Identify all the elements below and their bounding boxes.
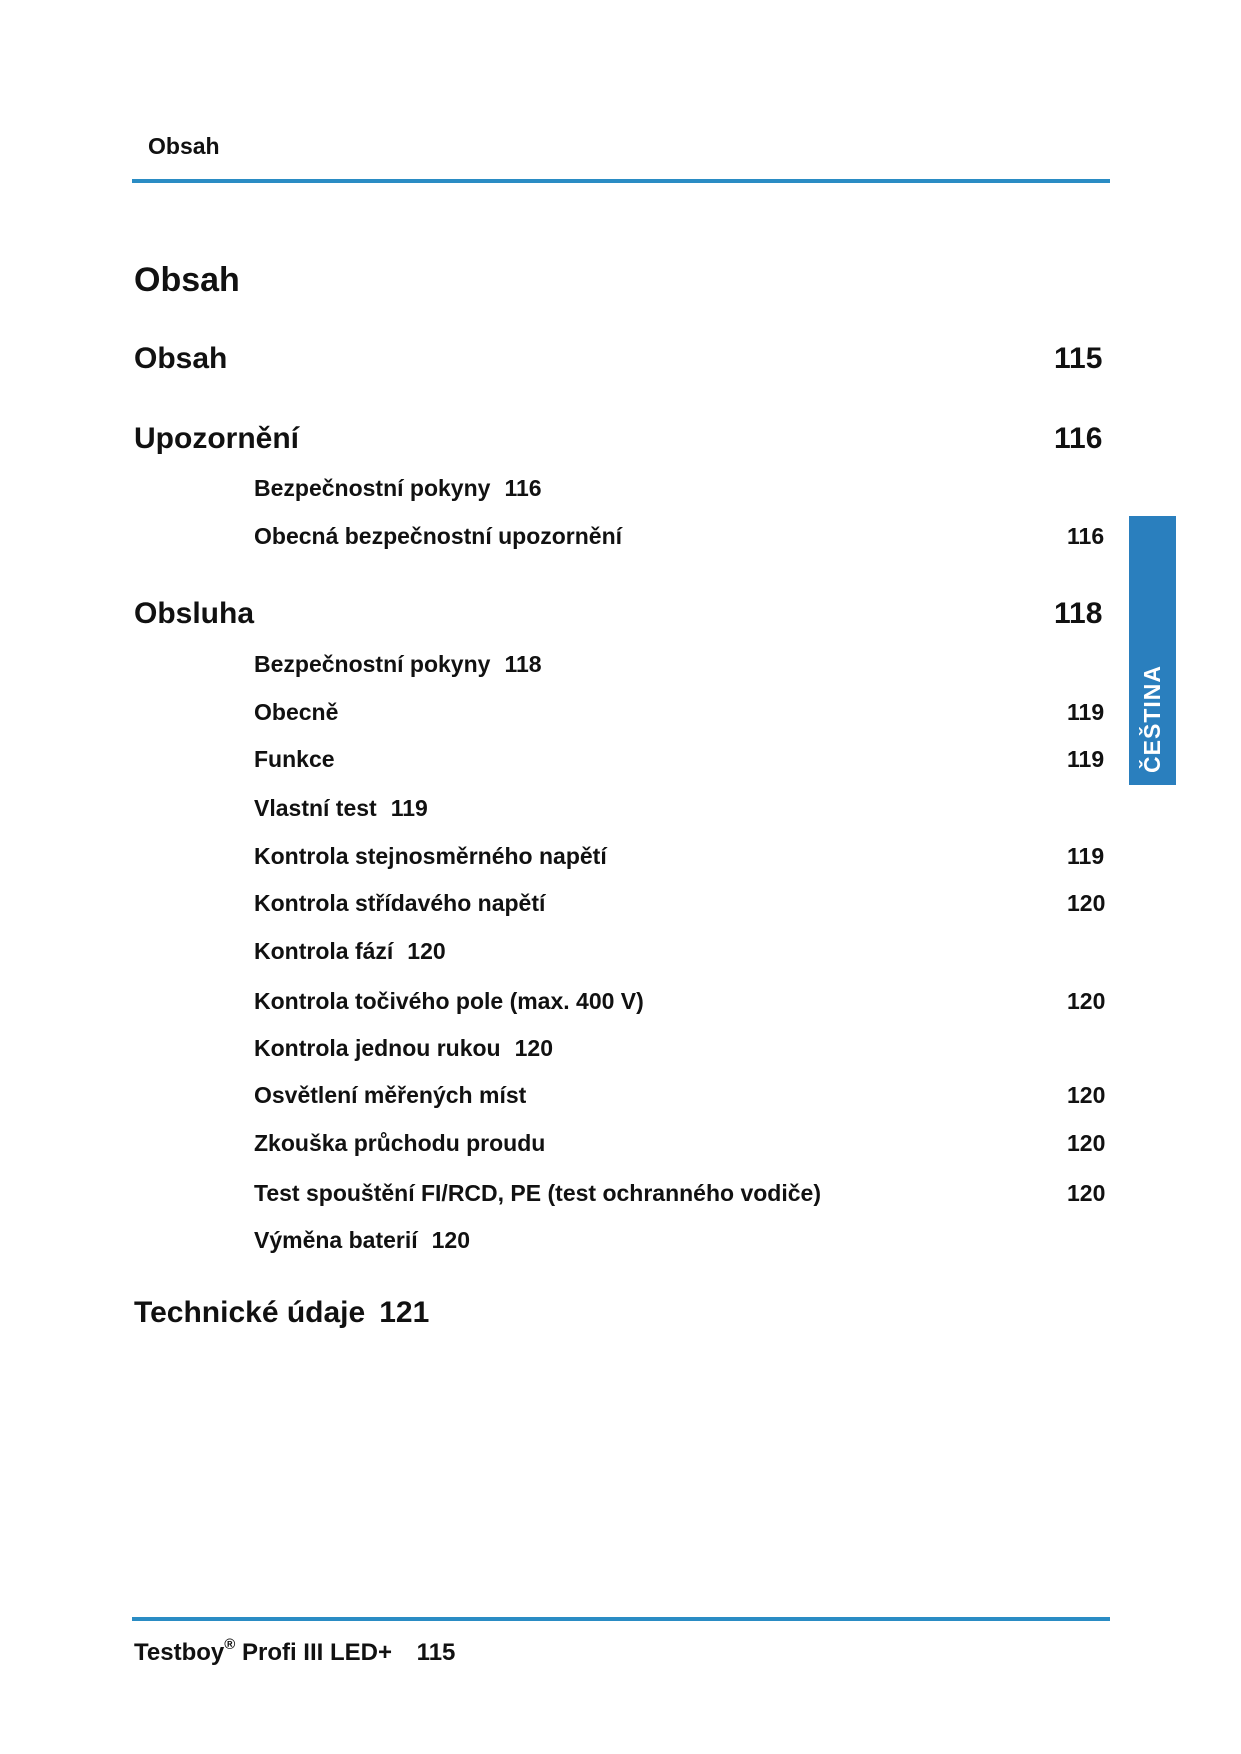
toc-subentry-label: Obecně bbox=[254, 699, 339, 725]
toc-subentry-page: 120 bbox=[1067, 1180, 1106, 1206]
toc-subentry-page: 120 bbox=[514, 1035, 553, 1061]
toc-subentry[interactable] bbox=[254, 890, 1106, 917]
toc-subentry-page: 120 bbox=[1067, 890, 1106, 916]
toc-subentry-label: Obecná bezpečnostní upozornění bbox=[254, 523, 623, 549]
toc-entry-page: 116 bbox=[1054, 422, 1103, 455]
toc-subentry-page: 120 bbox=[407, 938, 446, 964]
toc-entry[interactable] bbox=[134, 1296, 429, 1330]
toc-entry-page: 115 bbox=[1054, 342, 1103, 375]
toc-subentry-label: Kontrola střídavého napětí bbox=[254, 890, 546, 916]
page-footer bbox=[134, 1638, 455, 1667]
toc-entry-label: Technické údaje bbox=[134, 1296, 366, 1329]
footer-rule bbox=[132, 1617, 1110, 1621]
toc-entry[interactable] bbox=[134, 422, 1103, 456]
footer-page-number: 115 bbox=[416, 1639, 456, 1666]
toc-subentry[interactable] bbox=[254, 746, 1105, 773]
toc-subentry-page: 120 bbox=[1067, 1082, 1106, 1108]
toc-entry[interactable] bbox=[134, 342, 1103, 376]
toc-subentry-label: Funkce bbox=[254, 746, 335, 772]
toc-entry[interactable] bbox=[134, 597, 1103, 631]
toc-subentry-label: Bezpečnostní pokyny bbox=[254, 651, 491, 677]
language-tab-label: ČEŠTINA bbox=[1139, 665, 1165, 773]
toc-subentry-page: 119 bbox=[1067, 699, 1105, 725]
toc-subentry[interactable] bbox=[254, 1180, 1106, 1207]
toc-subentry-label: Výměna baterií bbox=[254, 1227, 418, 1253]
toc-subentry-page: 118 bbox=[504, 651, 542, 677]
toc-entry-label: Upozornění bbox=[134, 422, 299, 455]
toc-subentry-label: Vlastní test bbox=[254, 795, 377, 821]
toc-subentry-page: 119 bbox=[1067, 746, 1105, 772]
toc-subentry-label: Osvětlení měřených míst bbox=[254, 1082, 527, 1108]
toc-subentry-page: 119 bbox=[390, 795, 428, 821]
toc-subentry[interactable] bbox=[254, 523, 1105, 550]
toc-subentry-page: 116 bbox=[1067, 523, 1105, 549]
footer-brand: Testboy bbox=[134, 1639, 225, 1666]
header-rule bbox=[132, 179, 1110, 183]
toc-subentry-label: Kontrola točivého pole (max. 400 V) bbox=[254, 988, 644, 1014]
toc-subentry-page: 116 bbox=[504, 475, 542, 501]
toc-subentry[interactable] bbox=[254, 475, 542, 502]
toc-subentry[interactable] bbox=[254, 651, 542, 678]
toc-subentry-page: 120 bbox=[1067, 1130, 1106, 1156]
toc-subentry-label: Bezpečnostní pokyny bbox=[254, 475, 491, 501]
toc-subentry[interactable] bbox=[254, 795, 428, 822]
toc-subentry-label: Kontrola jednou rukou bbox=[254, 1035, 501, 1061]
toc-subentry-label: Kontrola fází bbox=[254, 938, 394, 964]
page-title: Obsah bbox=[134, 261, 240, 299]
toc-subentry[interactable] bbox=[254, 1227, 470, 1254]
running-header: Obsah bbox=[148, 133, 220, 159]
toc-subentry[interactable] bbox=[254, 1082, 1106, 1109]
toc-entry-label: Obsah bbox=[134, 342, 228, 375]
toc-subentry[interactable] bbox=[254, 1035, 553, 1062]
toc-subentry[interactable] bbox=[254, 699, 1105, 726]
toc-entry-label: Obsluha bbox=[134, 597, 255, 630]
toc-subentry-page: 120 bbox=[431, 1227, 471, 1253]
toc-subentry-page: 120 bbox=[1067, 988, 1106, 1014]
toc-subentry[interactable] bbox=[254, 843, 1105, 870]
toc-subentry-label: Kontrola stejnosměrného napětí bbox=[254, 843, 607, 869]
toc-subentry[interactable] bbox=[254, 1130, 1106, 1157]
toc-subentry-label: Test spouštění FI/RCD, PE (test ochranného vodiče) bbox=[254, 1180, 821, 1206]
toc-entry-page: 118 bbox=[1054, 597, 1103, 630]
toc-entry-page: 121 bbox=[379, 1296, 430, 1329]
toc-subentry-page: 119 bbox=[1067, 843, 1105, 869]
toc-subentry-label: Zkouška průchodu proudu bbox=[254, 1130, 546, 1156]
footer-product: Profi III LED+ bbox=[241, 1639, 392, 1666]
toc-subentry[interactable] bbox=[254, 938, 446, 965]
registered-mark: ® bbox=[224, 1636, 236, 1653]
toc-subentry[interactable] bbox=[254, 988, 1106, 1015]
language-tab bbox=[1129, 516, 1176, 785]
